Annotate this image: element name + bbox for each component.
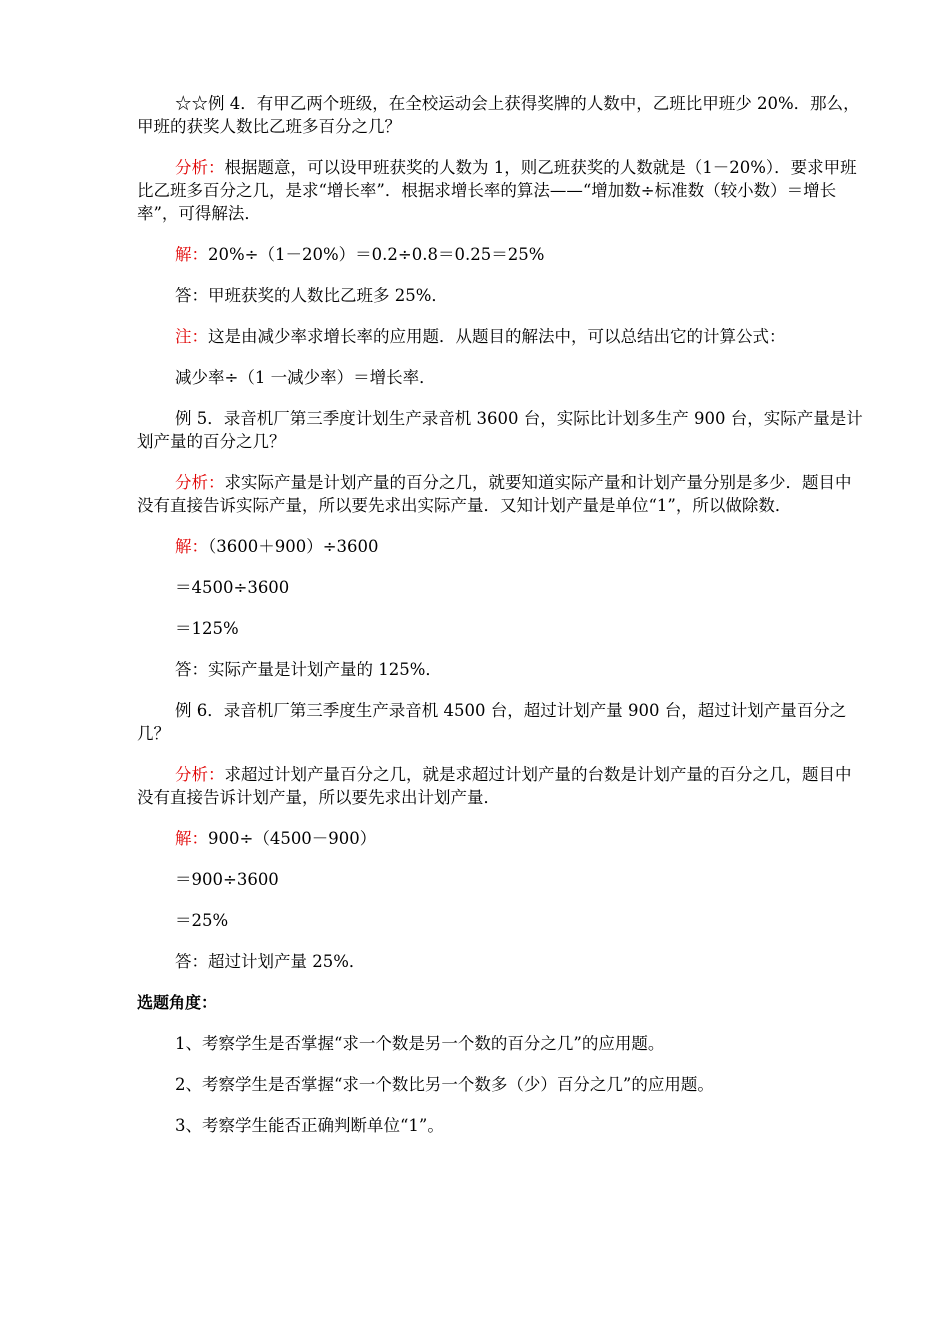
example-6-answer: 答：超过计划产量 25%． (175, 952, 366, 971)
example-4-analysis (137, 156, 867, 225)
list-item: 1、考察学生是否掌握“求一个数是另一个数的百分之几”的应用题。 (175, 1034, 665, 1053)
analysis-label: 分析： (175, 158, 225, 177)
note-label: 注： (175, 327, 208, 346)
solution-label: 解： (175, 245, 208, 264)
example-4-note (137, 325, 867, 348)
example-5-solution (137, 535, 867, 558)
example-4-question: ☆☆例 4．有甲乙两个班级，在全校运动会上获得奖牌的人数中，乙班比甲班少 20%．那么，甲班的获奖人数比乙班多百分之几？ (137, 94, 860, 136)
analysis-label: 分析： (175, 765, 225, 784)
list-item: 3、考察学生能否正确判断单位“1”。 (175, 1116, 444, 1135)
example-6-solution (137, 827, 867, 850)
list-item: 2、考察学生是否掌握“求一个数比另一个数多（少）百分之几”的应用题。 (175, 1075, 714, 1094)
document-page (137, 92, 867, 1137)
example-4-formula: 减少率÷（1 一减少率）＝增长率． (175, 368, 436, 387)
solution-text: 900÷（4500－900） (208, 829, 377, 848)
example-5-analysis (137, 471, 867, 517)
example-6-question: 例 6．录音机厂第三季度生产录音机 4500 台，超过计划产量 900 台，超过计划产量百分之几？ (137, 701, 847, 743)
example-5-step-3: ＝125% (175, 619, 239, 638)
solution-text: 20%÷（1－20%）＝0.2÷0.8＝0.25＝25% (208, 245, 545, 264)
analysis-text: 求超过计划产量百分之几，就是求超过计划产量的台数是计划产量的百分之几，题目中没有直接告诉计划产量，所以要先求出计划产量． (137, 765, 852, 807)
solution-label: 解： (175, 829, 208, 848)
example-4-solution (137, 243, 867, 266)
solution-text: （3600＋900）÷3600 (208, 537, 379, 556)
solution-label: 解： (175, 537, 208, 556)
example-5-question: 例 5．录音机厂第三季度计划生产录音机 3600 台，实际比计划多生产 900 台，实际产量是计划产量的百分之几？ (137, 409, 863, 451)
example-6-step-2: ＝900÷3600 (175, 870, 279, 889)
example-6-analysis (137, 763, 867, 809)
analysis-label: 分析： (175, 473, 225, 492)
section-heading: 选题角度： (137, 993, 218, 1012)
example-5-answer: 答：实际产量是计划产量的 125%． (175, 660, 442, 679)
example-6-step-3: ＝25% (175, 911, 229, 930)
analysis-text: 求实际产量是计划产量的百分之几，就要知道实际产量和计划产量分别是多少．题目中没有直接告诉实际产量，所以要先求出实际产量．又知计划产量是单位“1”，所以做除数． (137, 473, 852, 515)
analysis-text: 根据题意，可以设甲班获奖的人数为 1，则乙班获奖的人数就是（1－20%）．要求甲班比乙班多百分之几，是求“增长率”．根据求增长率的算法——“增加数÷标准数（较小数）＝增长率”，可得解法． (137, 158, 857, 223)
note-text: 这是由减少率求增长率的应用题．从题目的解法中，可以总结出它的计算公式： (208, 327, 786, 346)
example-4-answer: 答：甲班获奖的人数比乙班多 25%． (175, 286, 448, 305)
example-5-step-2: ＝4500÷3600 (175, 578, 290, 597)
